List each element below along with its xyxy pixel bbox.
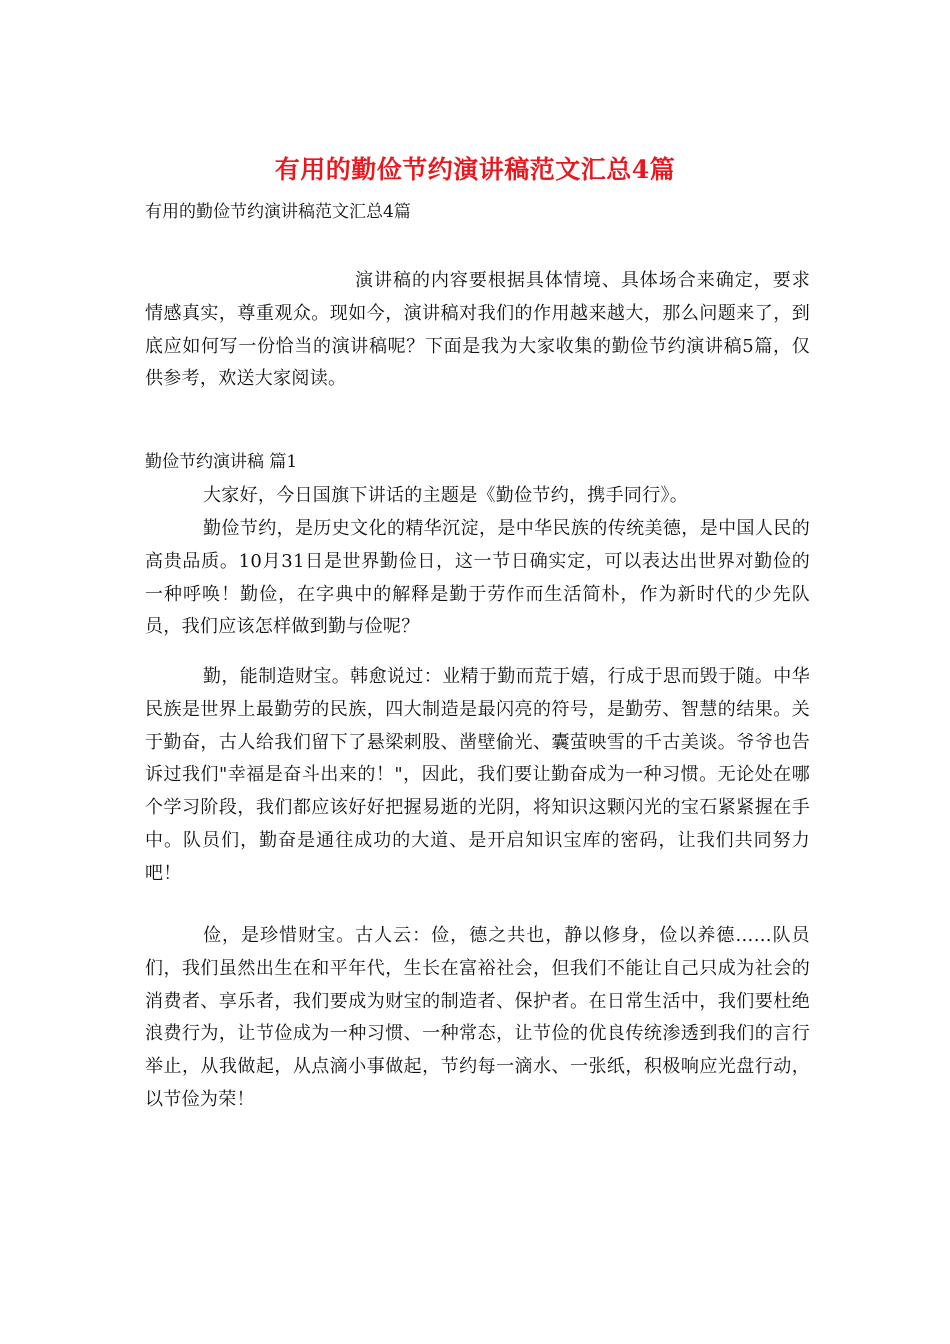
- section-heading: 勤俭节约演讲稿 篇1: [145, 452, 298, 472]
- body-paragraph: 勤俭节约，是历史文化的精华沉淀，是中华民族的传统美德，是中国人民的高贵品质。10月31日是世界勤俭日，这一节日确实定，可以表达出世界对勤俭的一种呼唤！勤俭，在字典中的解释是勤于劳作而生活简朴，作为新时代的少先队员，我们应该怎样做到勤与俭呢？: [145, 518, 810, 638]
- body-paragraph: 勤，能制造财宝。韩愈说过：业精于勤而荒于嬉，行成于思而毁于随。中华民族是世界上最勤劳的民族，四大制造是最闪亮的符号，是勤劳、智慧的结果。关于勤奋，古人给我们留下了悬梁刺股、凿壁偷光、囊萤映雪的千古美谈。爷爷也告诉过我们"幸福是奋斗出来的！"，因此，我们要让勤奋成为一种习惯。无论处在哪个学习阶段，我们都应该好好把握易逝的光阴，将知识这颗闪光的宝石紧紧握在手中。队员们，勤奋是通往成功的大道、是开启知识宝库的密码，让我们共同努力吧！: [145, 666, 810, 884]
- intro-paragraph: 演讲稿的内容要根据具体情境、具体场合来确定，要求情感真实，尊重观众。现如今，演讲稿对我们的作用越来越大，那么问题来了，到底应如何写一份恰当的演讲稿呢？下面是我为大家收集的勤俭节约演讲稿5篇，仅供参考，欢送大家阅读。: [145, 270, 810, 390]
- document-title: 有用的勤俭节约演讲稿范文汇总4篇: [274, 155, 676, 184]
- body-paragraph: 大家好，今日国旗下讲话的主题是《勤俭节约，携手同行》。: [203, 485, 689, 506]
- document-subtitle: 有用的勤俭节约演讲稿范文汇总4篇: [145, 202, 411, 222]
- body-paragraph: 俭，是珍惜财宝。古人云：俭，德之共也，静以修身，俭以养德……队员们，我们虽然出生在和平年代，生长在富裕社会，但我们不能让自己只成为社会的消费者、享乐者，我们要成为财宝的制造者、保护者。在日常生活中，我们要杜绝浪费行为，让节俭成为一种习惯、一种常态，让节俭的优良传统渗透到我们的言行举止，从我做起，从点滴小事做起，节约每一滴水、一张纸，积极响应光盘行动，以节俭为荣！: [145, 925, 810, 1110]
